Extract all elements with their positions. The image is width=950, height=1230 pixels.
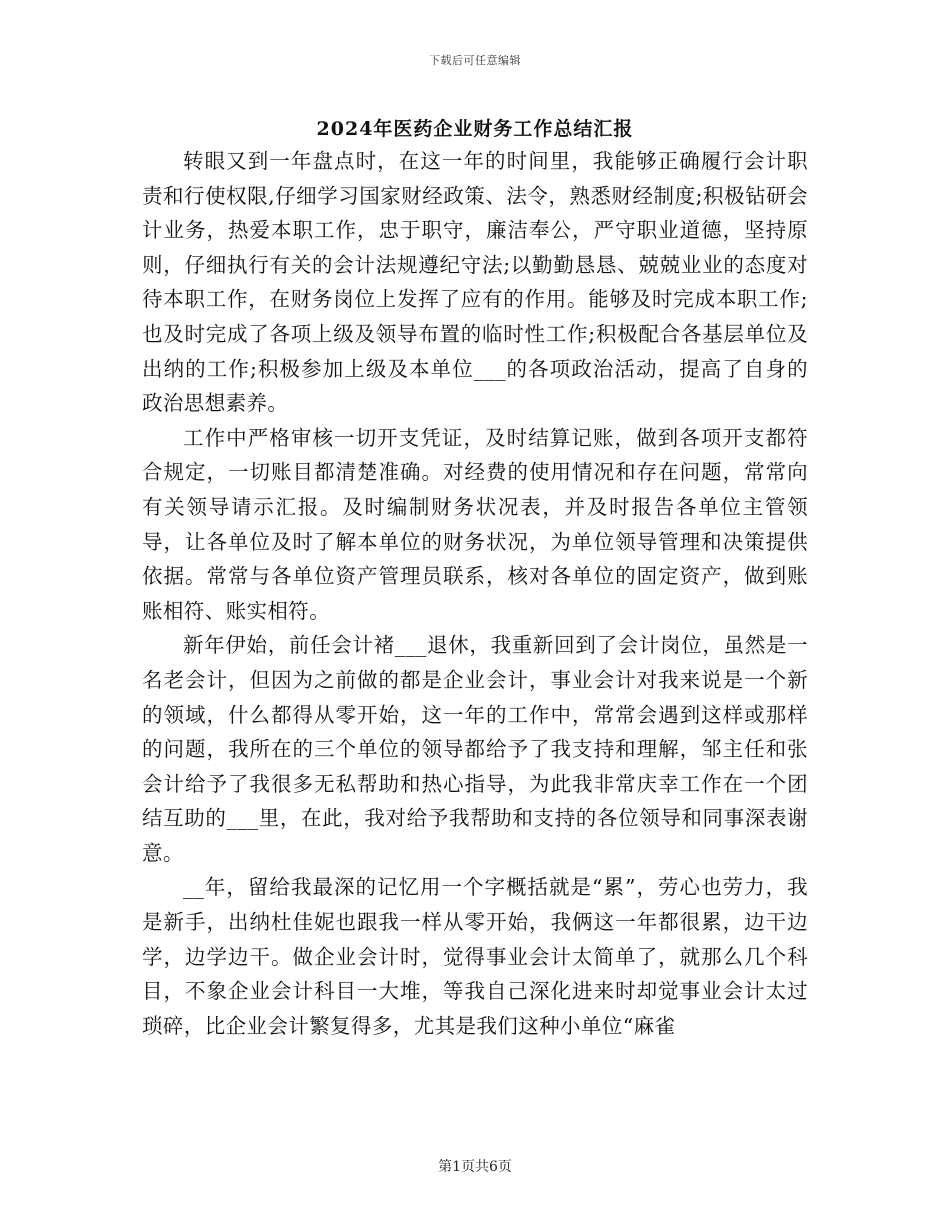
document-body: [142, 144, 808, 1043]
header-note: 下载后可任意编辑: [429, 54, 521, 67]
page-footer: 第1页共6页: [438, 1159, 512, 1175]
paragraph: __年，留给我最深的记忆用一个字概括就是“累”，劳心也劳力，我是新手，出纳杜佳妮也跟我一样从零开始，我俩这一年都很累，边干边学，边学边干。做企业会计时，觉得事业会计太简单了，就那么几个科目，不象企业会计科目一大堆，等我自己深化进来时却觉事业会计太过琐碎，比企业会计繁复得多，尤其是我们这种小单位“麻雀: [142, 875, 808, 1038]
paragraph: 转眼又到一年盘点时，在这一年的时间里，我能够正确履行会计职责和行使权限,仔细学习国家财经政策、法令，熟悉财经制度;积极钻研会计业务，热爱本职工作，忠于职守，廉洁奉公，严守职业道德，坚持原则，仔细执行有关的会计法规遵纪守法;以勤勤恳恳、兢兢业业的态度对待本职工作，在财务岗位上发挥了应有的作用。能够及时完成本职工作;也及时完成了各项上级及领导布置的临时性工作;积极配合各基层单位及出纳的工作;积极参加上级及本单位___的各项政治活动，提高了自身的政治思想素养。: [142, 149, 808, 416]
paragraph: 新年伊始，前任会计褚___退休，我重新回到了会计岗位，虽然是一名老会计，但因为之前做的都是企业会计，事业会计对我来说是一个新的领域，什么都得从零开始，这一年的工作中，常常会遇到这样或那样的问题，我所在的三个单位的领导都给予了我支持和理解，邹主任和张会计给予了我很多无私帮助和热心指导，为此我非常庆幸工作在一个团结互助的___里，在此，我对给予我帮助和支持的各位领导和同事深表谢意。: [142, 633, 808, 865]
document-title: 2024年医药企业财务工作总结汇报: [316, 118, 634, 140]
paragraph: 工作中严格审核一切开支凭证，及时结算记账，做到各项开支都符合规定，一切账目都清楚准确。对经费的使用情况和存在问题，常常向有关领导请示汇报。及时编制财务状况表，并及时报告各单位主管领导，让各单位及时了解本单位的财务状况，为单位领导管理和决策提供依据。常常与各单位资产管理员联系，核对各单位的固定资产，做到账账相符、账实相符。: [142, 425, 808, 623]
